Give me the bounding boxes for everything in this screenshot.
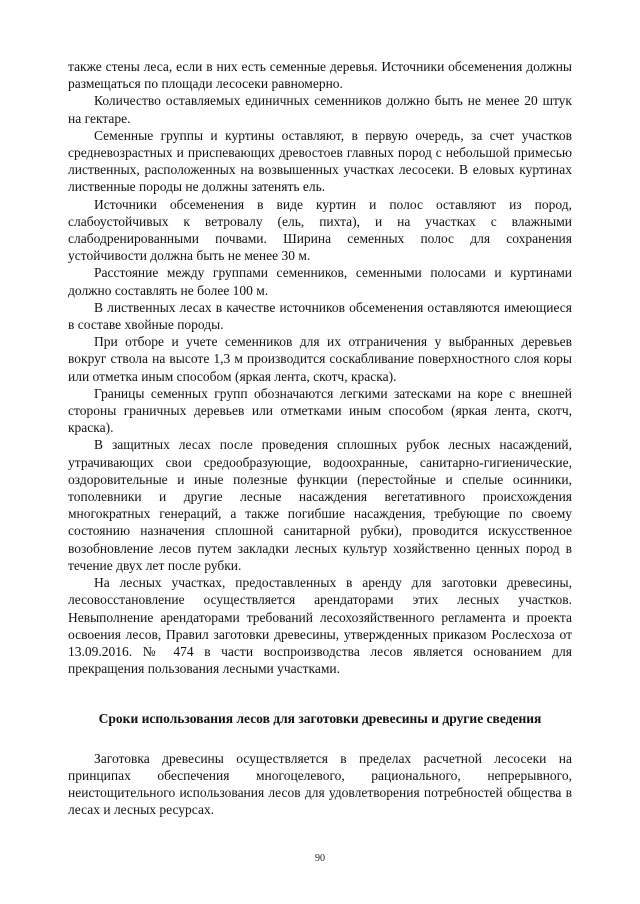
paragraph-continuation: также стены леса, если в них есть семенные деревья. Источники обсеменения должны размещаться по площади лесосеки равномерно. (68, 59, 572, 92)
page-number: 90 (315, 853, 325, 864)
paragraph-seed-strips: Источники обсеменения в виде куртин и полос оставляют из пород, слабоустойчивых к ветровалу (ель, пихта), и на участках с влажными слабодренированными почвами. Ширина семенных полос для сохранения устойчивости должна быть не менее 30 м. (68, 196, 572, 264)
paragraph-seed-groups: Семенные группы и куртины оставляют, в первую очередь, за счет участков средневозрастных и приспевающих древостоев главных пород с небольшой примесью лиственных, расположенных на возвышенных участках лесосеки. В еловых куртинах лиственные породы не должны затенять ель. (68, 127, 572, 195)
paragraph-group-boundaries: Границы семенных групп обозначаются легкими затесками на коре с внешней стороны граничных деревьев или отметками иным способом (яркая лента, скотч, краска). (68, 385, 572, 436)
paragraph-deciduous-forests: В лиственных лесах в качестве источников обсеменения оставляются имеющиеся в составе хвойные породы. (68, 299, 572, 333)
paragraph-harvesting: Заготовка древесины осуществляется в пределах расчетной лесосеки на принципах обеспечения многоцелевого, рационального, непрерывного, неистощительного использования лесов для удовлетворения потребностей общества в лесах и лесных ресурсах. (68, 750, 572, 818)
paragraph-seed-marking: При отборе и учете семенников для их отграничения у выбранных деревьев вокруг ствола на высоте 1,3 м производится соскабливание поверхностного слоя коры или отметка иным способом (яркая лента, скотч, краска). (68, 334, 572, 384)
paragraph-lease-reforestation: На лесных участках, предоставленных в аренду для заготовки древесины, лесовосстановление осуществляется арендаторами этих лесных участков. Невыполнение арендаторами требований лесохозяйственного регламента и проекта освоения лесов, Правил заготовки древесины, утвержденных приказом Рослесхоза от 13.09.2016. № 474 в части воспроизводства лесов является основанием для прекращения пользования лесными участками. (68, 575, 572, 677)
paragraph-protective-forests: В защитных лесах после проведения сплошных рубок лесных насаждений, утрачивающих свои средообразующие, водоохранные, санитарно-гигиенические, оздоровительные и иные полезные функции (перестойные и спелые осинники, тополевники и другие лесные насаждения вегетативного происхождения многократных генераций, а также погибшие насаждения, требующие по своему состоянию назначения сплошной санитарной рубки), проводится искусственное возобновление лесов путем закладки лесных культур хозяйственно ценных пород в течение двух лет после рубки. (68, 437, 572, 573)
paragraph-distance: Расстояние между группами семенников, семенными полосами и куртинами должно составлять не более 100 м. (68, 265, 572, 298)
paragraph-seed-count: Количество оставляемых единичных семенников должно быть не менее 20 штук на гектаре. (68, 93, 572, 126)
section-heading: Сроки использования лесов для заготовки древесины и другие сведения (98, 711, 542, 727)
